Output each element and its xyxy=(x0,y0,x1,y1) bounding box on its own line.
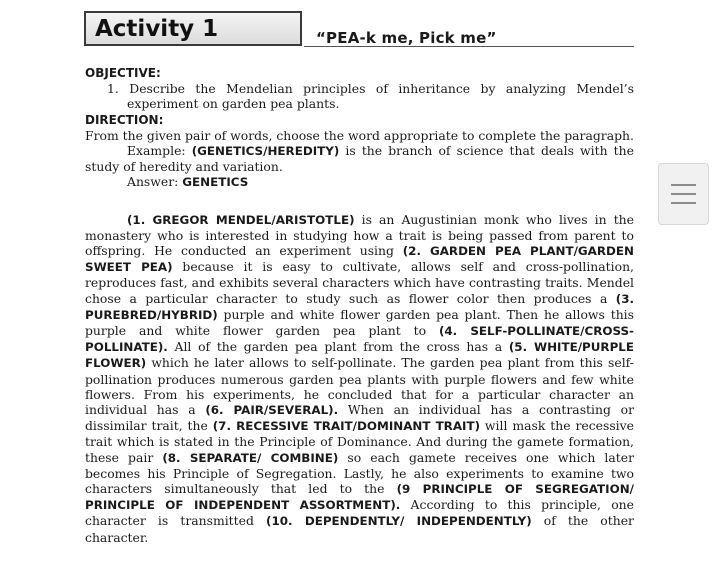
answer-prefix: Answer: xyxy=(127,174,179,190)
choice-6: (6. PAIR/SEVERAL). xyxy=(205,403,339,418)
activity-title: Activity 1 xyxy=(95,16,219,42)
example-text: is the branch of science that deals with the study of heredity and variation. xyxy=(85,143,634,175)
example-option: (GENETICS/HEREDITY) xyxy=(191,144,340,159)
text-segment-5: which he later allows to self-pollinate. The garden pea plant from this self-pollination produces numerous garden pea plants with purple flowers and few white flowers. From his experiments, he concluded that for a particular character an individual has a xyxy=(85,355,634,418)
choice-5: (5. WHITE/PURPLE FLOWER) xyxy=(85,340,634,371)
text-segment-7: will mask the recessive trait which is stated in the Principle of Dominance. And during the gamete formation, these pair xyxy=(85,418,634,465)
direction-text: From the given pair of words, choose the word appropriate to complete the paragraph. xyxy=(85,127,634,143)
objective-number: 1. xyxy=(107,81,119,97)
choice-8: (8. SEPARATE/ COMBINE) xyxy=(162,450,339,465)
text-segment-10: of the other character. xyxy=(85,513,634,545)
direction-label: DIRECTION: xyxy=(85,112,164,127)
text-segment-9: According to this principle, one character is transmitted xyxy=(85,497,634,529)
text-segment-3: purple and white flower garden pea plant. Then he allows this purple and white flower garden pea plant to xyxy=(85,306,634,339)
objective-text: Describe the Mendelian principles of inheritance by analyzing Mendel’s experiment on garden pea plants. xyxy=(127,81,634,112)
choice-2: (2. GARDEN PEA PLANT/GARDEN SWEET PEA) xyxy=(85,244,634,275)
choice-1: (1. GREGOR MENDEL/ARISTOTLE) xyxy=(127,212,355,227)
objective-item xyxy=(85,81,634,111)
text-segment-6: When an individual has a contrasting or dissimilar trait, the xyxy=(85,402,635,434)
example-line xyxy=(85,143,634,174)
answer-value: GENETICS xyxy=(182,175,249,190)
activity-paragraph xyxy=(85,212,634,545)
example-prefix: Example: xyxy=(127,143,186,159)
worksheet-body xyxy=(85,65,634,545)
choice-3: (3. PUREBRED/HYBRID) xyxy=(85,291,634,322)
text-segment-1: is an Augustinian monk who lives in the monastery who is interested in studying how a trait is being passed from parent to offspring. He conducted an experiment using xyxy=(85,211,634,259)
answer-line xyxy=(85,174,634,190)
text-segment-8: so each gamete receives one which later becomes his Principle of Segregation. Lastly, he also experiments to examine two characters simultaneously that led to the xyxy=(85,449,634,497)
menu-button[interactable] xyxy=(658,163,709,225)
choice-10: (10. DEPENDENTLY/ INDEPENDENTLY) xyxy=(266,514,532,529)
choice-9: (9 PRINCIPLE OF SEGREGATION/ PRINCIPLE OF INDEPENDENT ASSORTMENT). xyxy=(85,482,634,513)
choice-4: (4. SELF-POLLINATE/CROSS-POLLINATE). xyxy=(85,324,634,355)
choice-7: (7. RECESSIVE TRAIT/DOMINANT TRAIT) xyxy=(212,419,481,434)
activity-subtitle: “PEA-k me, Pick me” xyxy=(316,29,497,47)
activity-title-box xyxy=(84,11,302,46)
text-segment-4: All of the garden pea plant from the cross has a xyxy=(167,339,509,355)
objective-label: OBJECTIVE: xyxy=(85,66,161,80)
text-segment-2: because it is easy to cultivate, allows self and cross-pollination, reproduces fast, and exhibits several characters which have contrasting traits. Mendel chose a particular character to study such as flower color then produces a xyxy=(85,259,634,306)
